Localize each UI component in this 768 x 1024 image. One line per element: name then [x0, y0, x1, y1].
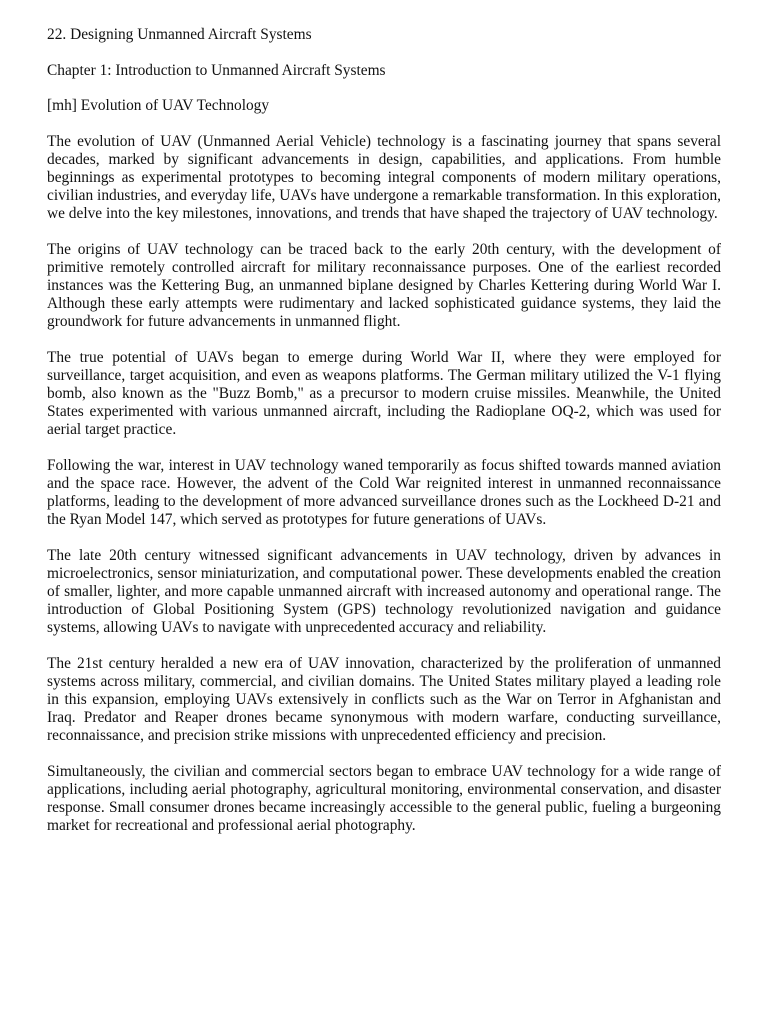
book-title: 22. Designing Unmanned Aircraft Systems — [47, 26, 312, 43]
chapter-title: Chapter 1: Introduction to Unmanned Aircraft Systems — [47, 61, 386, 79]
paragraph: The 21st century heralded a new era of UAV innovation, characterized by the proliferation of unmanned systems across military, commercial, and civilian domains. The United States military played a leading role in this expansion, employing UAVs extensively in conflicts such as the War on Terror in Afghanistan and Iraq. Predator and Reaper drones became synonymous with modern warfare, conducting surveillance, reconnaissance, and precision strike missions with unprecedented efficiency and precision. — [47, 654, 721, 744]
section-heading: [mh] Evolution of UAV Technology — [47, 97, 270, 114]
paragraph: The origins of UAV technology can be traced back to the early 20th century, with the development of primitive remotely controlled aircraft for military reconnaissance purposes. One of the earliest recorded instances was the Kettering Bug, an unmanned biplane designed by Charles Kettering during World War I. Although these early attempts were rudimentary and lacked sophisticated guidance systems, they laid the groundwork for future advancements in unmanned flight. — [47, 240, 721, 330]
document-page — [47, 26, 721, 853]
paragraph: The late 20th century witnessed significant advancements in UAV technology, driven by advances in microelectronics, sensor miniaturization, and computational power. These developments enabled the creation of smaller, lighter, and more capable unmanned aircraft with increased autonomy and operational range. The introduction of Global Positioning System (GPS) technology revolutionized navigation and guidance systems, allowing UAVs to navigate with unprecedented accuracy and reliability. — [47, 546, 721, 636]
paragraph: Following the war, interest in UAV technology waned temporarily as focus shifted towards manned aviation and the space race. However, the advent of the Cold War reignited interest in unmanned reconnaissance platforms, leading to the development of more advanced surveillance drones such as the Lockheed D-21 and the Ryan Model 147, which served as prototypes for future generations of UAVs. — [47, 456, 721, 528]
paragraph: Simultaneously, the civilian and commercial sectors began to embrace UAV technology for a wide range of applications, including aerial photography, agricultural monitoring, environmental conservation, and disaster response. Small consumer drones became increasingly accessible to the general public, fueling a burgeoning market for recreational and professional aerial photography. — [47, 762, 721, 834]
paragraph: The true potential of UAVs began to emerge during World War II, where they were employed for surveillance, target acquisition, and even as weapons platforms. The German military utilized the V-1 flying bomb, also known as the "Buzz Bomb," as a precursor to modern cruise missiles. Meanwhile, the United States experimented with various unmanned aircraft, including the Radioplane OQ-2, which was used for aerial target practice. — [47, 348, 721, 438]
paragraph: The evolution of UAV (Unmanned Aerial Vehicle) technology is a fascinating journey that spans several decades, marked by significant advancements in design, capabilities, and applications. From humble beginnings as experimental prototypes to becoming integral components of modern military operations, civilian industries, and everyday life, UAVs have undergone a remarkable transformation. In this exploration, we delve into the key milestones, innovations, and trends that have shaped the trajectory of UAV technology. — [47, 132, 721, 222]
